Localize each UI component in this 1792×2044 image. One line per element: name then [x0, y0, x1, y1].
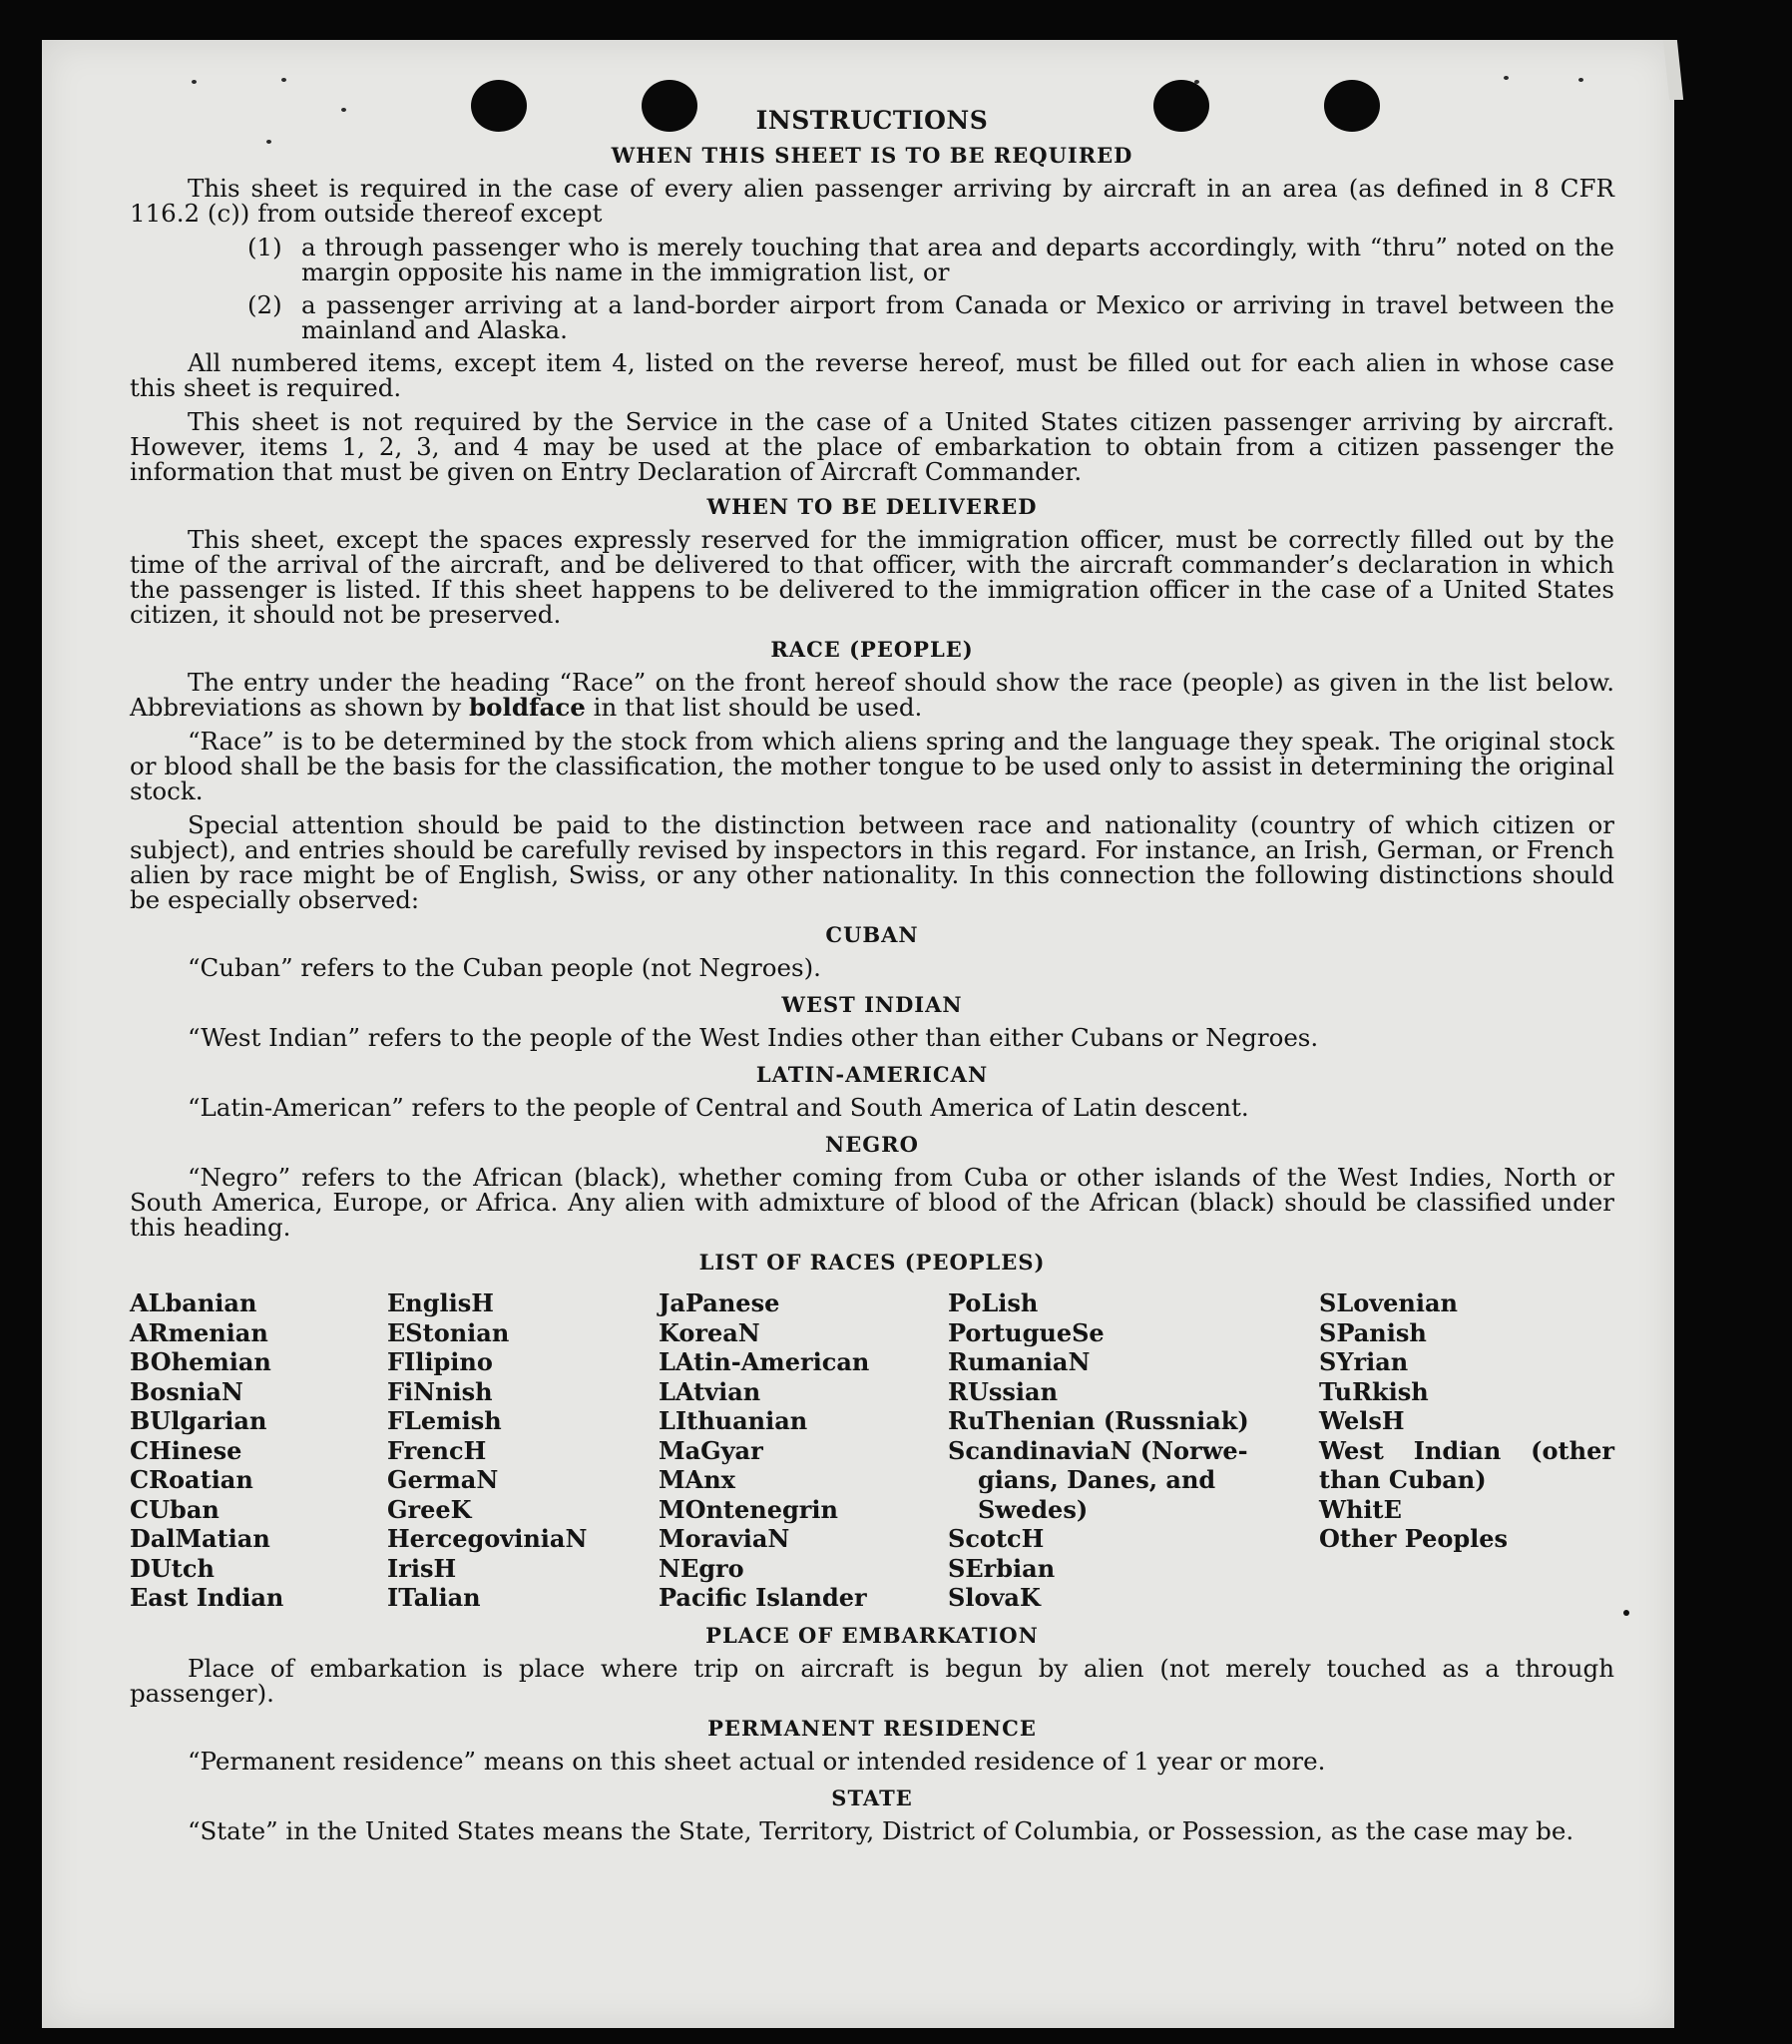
race-entry: MOntenegrin [659, 1494, 838, 1524]
race-entry: PoLish [948, 1288, 1039, 1317]
race-column-1 [130, 1288, 387, 1613]
paper-fold [1663, 40, 1683, 100]
paragraph-embarkation: Place of embarkation is place where trip on aircraft is begun by alien (not merely touched as a through passenger). [130, 1653, 1614, 1708]
race-entry: WhitE [1319, 1494, 1402, 1524]
race-entry: SErbian [948, 1553, 1056, 1583]
heading-required: WHEN THIS SHEET IS TO BE REQUIRED [611, 143, 1133, 168]
paragraph-latin-american: “Latin-American” refers to the people of Central and South America of Latin descent. [188, 1093, 1249, 1122]
race-entry: SYrian [1319, 1347, 1409, 1376]
boldface-word: boldface [469, 693, 586, 722]
paragraph-citizen: This sheet is not required by the Service in the case of a United States citizen passenger arriving by aircraft. However, items 1, 2, 3, and 4 may be used at the place of embarkation to obtain from a citizen passenger the information that must be given on Entry Declaration of Aircraft Commander. [130, 407, 1614, 486]
speck [1504, 76, 1509, 80]
paragraph-cuban: “Cuban” refers to the Cuban people (not Negroes). [188, 953, 821, 982]
heading-state: STATE [831, 1785, 913, 1810]
race-entry: RumaniaN [948, 1347, 1091, 1376]
race-entry-continued: gians, Danes, and [978, 1465, 1216, 1494]
race-column-5 [1319, 1288, 1614, 1613]
speck [1623, 1610, 1629, 1616]
race-entry: JaPanese [659, 1288, 780, 1317]
heading-west-indian: WEST INDIAN [781, 992, 963, 1017]
race-entry: ALbanian [130, 1288, 257, 1317]
heading-embarkation: PLACE OF EMBARKATION [705, 1622, 1039, 1648]
instructions-content [130, 108, 1614, 1852]
race-entry: ITalian [387, 1583, 481, 1612]
race-entry: HercegoviniaN [387, 1524, 588, 1553]
race-entry: SlovaK [948, 1583, 1041, 1612]
race-entry: GermaN [387, 1465, 499, 1494]
speck [192, 80, 197, 84]
race-entry: CRoatian [130, 1465, 253, 1494]
heading-list-of-races: LIST OF RACES (PEOPLES) [698, 1250, 1046, 1275]
heading-negro: NEGRO [825, 1132, 919, 1157]
race-column-4 [948, 1288, 1319, 1613]
race-entry: RUssian [948, 1376, 1059, 1406]
race-entry: IrisH [387, 1553, 457, 1583]
race-entry: WelsH [1319, 1406, 1405, 1435]
speck [1578, 78, 1583, 82]
heading-residence: PERMANENT RESIDENCE [707, 1715, 1037, 1741]
heading-delivered: WHEN TO BE DELIVERED [706, 494, 1038, 519]
paragraph-west-indian: “West Indian” refers to the people of the West Indies other than either Cubans or Negroes. [188, 1023, 1319, 1052]
race-column-2 [387, 1288, 659, 1613]
paragraph-negro: “Negro” refers to the African (black), whether coming from Cuba or other islands of the West Indies, North or South America, Europe, or Africa. Any alien with admixture of blood of the African (black) should be classified under this heading. [130, 1163, 1614, 1242]
heading-race: RACE (PEOPLE) [770, 637, 974, 662]
race-entry: CUban [130, 1494, 220, 1524]
race-entry: SLovenian [1319, 1288, 1458, 1317]
item-text: a passenger arriving at a land-border airport from Canada or Mexico or arriving in travel between the mainland and Alaska. [301, 290, 1614, 344]
race-entry: FiNnish [387, 1376, 493, 1406]
paragraph-race-nationality: Special attention should be paid to the distinction between race and nationality (country of which citizen or subject), and entries should be carefully revised by inspectors in this regard. For instance, an Irish, German, or French alien by race might be of English, Swiss, or any other nationality. In this connection the following distinctions should be especially observed: [130, 810, 1614, 914]
race-entry: LAtin-American [659, 1347, 870, 1376]
item-number: (2) [247, 290, 282, 319]
speck [281, 78, 286, 82]
heading-cuban: CUBAN [825, 922, 919, 947]
race-entry: Other Peoples [1319, 1524, 1509, 1553]
paragraph-race-entry [130, 670, 1614, 720]
race-entry: RuThenian (Russniak) [948, 1406, 1249, 1435]
race-entry: MaGyar [659, 1435, 763, 1465]
race-entry: EnglisH [387, 1288, 494, 1317]
race-entry: KoreaN [659, 1317, 760, 1347]
item-number: (1) [247, 233, 282, 261]
race-entry: ScotcH [948, 1524, 1045, 1553]
paragraph-residence: “Permanent residence” means on this sheet actual or intended residence of 1 year or more. [188, 1746, 1326, 1776]
paragraph-delivered: This sheet, except the spaces expressly reserved for the immigration officer, must be correctly filled out by the time of the arrival of the aircraft, and be delivered to that officer, with the aircraft commander’s declaration in which the passenger is listed. If this sheet happens to be delivered to the immigration officer in the case of a United States citizen, it should not be preserved. [130, 525, 1614, 629]
race-entry: TuRkish [1319, 1376, 1429, 1406]
race-entry: NEgro [659, 1553, 744, 1583]
paragraph-numbered-items: All numbered items, except item 4, listed on the reverse hereof, must be filled out for each alien in whose case this sheet is required. [130, 348, 1614, 402]
race-entry: MAnx [659, 1465, 735, 1494]
race-column-3 [659, 1288, 948, 1613]
item-text: a through passenger who is merely touching that area and departs accordingly, with “thru” noted on the margin opposite his name in the immigration list, or [301, 233, 1614, 286]
race-entry-text-end: in that list should be used. [585, 693, 923, 722]
race-entry: FLemish [387, 1406, 502, 1435]
race-entry: East Indian [130, 1583, 284, 1612]
race-entry: DUtch [130, 1553, 215, 1583]
race-list [130, 1288, 1614, 1613]
race-entry: CHinese [130, 1435, 242, 1465]
race-entry: EStonian [387, 1317, 510, 1347]
race-entry: BOhemian [130, 1347, 271, 1376]
race-entry: SPanish [1319, 1317, 1427, 1347]
race-entry: DalMatian [130, 1524, 270, 1553]
race-entry: ScandinaviaN (Norwe- [948, 1435, 1248, 1465]
race-entry: LIthuanian [659, 1406, 808, 1435]
document-sheet [42, 40, 1674, 2028]
paragraph-race-stock: “Race” is to be determined by the stock from which aliens spring and the language they speak. The original stock or blood shall be the basis for the classification, the mother tongue to be used only to assist in determining the original stock. [130, 727, 1614, 805]
race-entry: FrencH [387, 1435, 487, 1465]
race-entry: LAtvian [659, 1376, 761, 1406]
race-entry: BUlgarian [130, 1406, 267, 1435]
race-entry: FIlipino [387, 1347, 493, 1376]
heading-latin-american: LATIN-AMERICAN [755, 1062, 989, 1087]
race-entry-continued: Swedes) [978, 1494, 1089, 1524]
race-entry: MoraviaN [659, 1524, 790, 1553]
exception-item-2 [247, 292, 1614, 342]
race-entry: BosniaN [130, 1376, 243, 1406]
race-entry: PortugueSe [948, 1317, 1105, 1347]
page-title: INSTRUCTIONS [755, 106, 989, 135]
race-entry: Pacific Islander [659, 1583, 867, 1612]
exception-item-1 [247, 235, 1614, 284]
race-entry-text: The entry under the heading “Race” on the front hereof should show the race (people) as given in the list below. Abbreviations as shown by [130, 668, 1614, 722]
speck [1194, 80, 1199, 84]
paragraph-state: “State” in the United States means the State, Territory, District of Columbia, or Possession, as the case may be. [188, 1815, 1574, 1845]
race-entry: West Indian (other than Cuban) [1319, 1435, 1614, 1494]
race-entry: ARmenian [130, 1317, 268, 1347]
paragraph-required-intro: This sheet is required in the case of every alien passenger arriving by aircraft in an area (as defined in 8 CFR 116.2 (c)) from outside thereof except [130, 174, 1614, 228]
race-entry: GreeK [387, 1494, 472, 1524]
